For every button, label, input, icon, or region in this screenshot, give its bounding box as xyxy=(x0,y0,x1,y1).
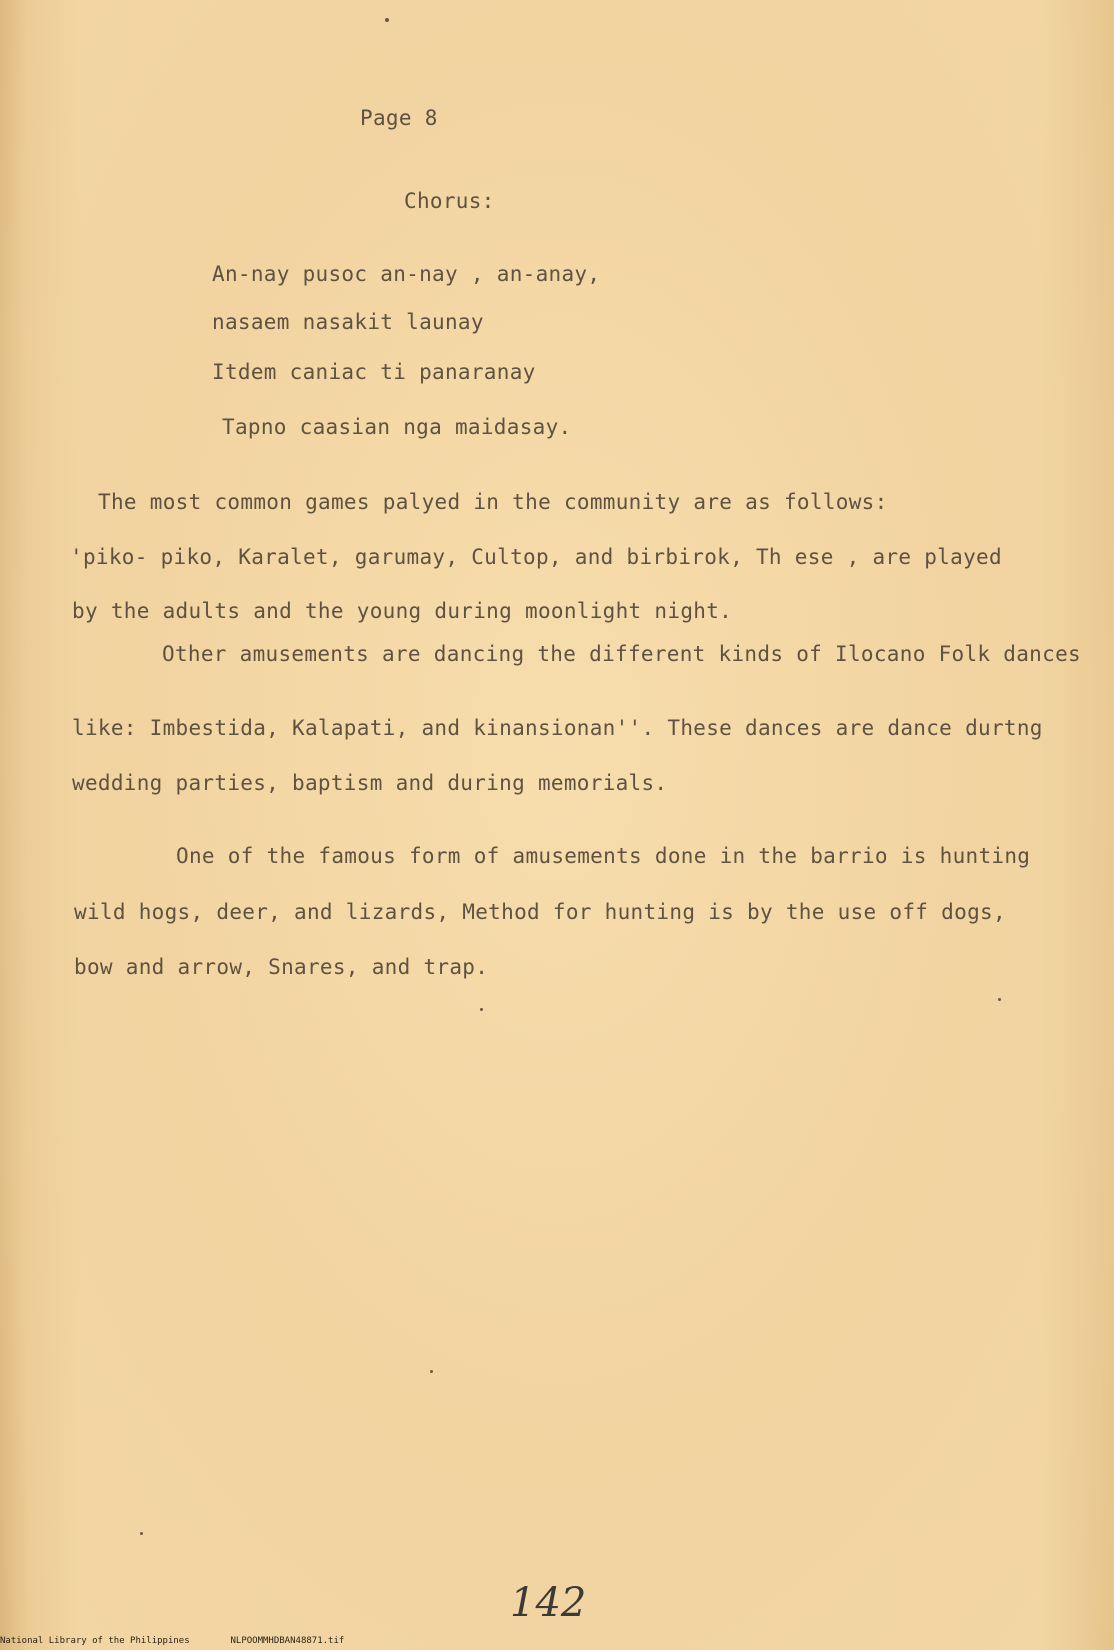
body-line: Other amusements are dancing the different kinds of Ilocano Folk dances xyxy=(162,642,1081,666)
page-header: Page 8 xyxy=(360,106,438,130)
verse-line: Tapno caasian nga maidasay. xyxy=(222,415,572,439)
body-line: wedding parties, baptism and during memorials. xyxy=(72,771,668,795)
verse-line: nasaem nasakit launay xyxy=(212,310,484,334)
paper-speck xyxy=(480,1008,483,1011)
footer-filename: NLPOOMMHDBAN48871.tif xyxy=(230,1636,345,1646)
archive-footer xyxy=(0,1636,344,1646)
paper-speck xyxy=(430,1370,433,1373)
body-line: One of the famous form of amusements done in the barrio is hunting xyxy=(176,844,1031,868)
body-line: bow and arrow, Snares, and trap. xyxy=(74,955,489,979)
verse-line: An-nay pusoc an-nay , an-anay, xyxy=(212,262,601,286)
body-line: The most common games palyed in the community are as follows: xyxy=(98,490,888,514)
paper-speck xyxy=(998,998,1001,1001)
body-line: 'piko- piko, Karalet, garumay, Cultop, and birbirok, Th ese , are played xyxy=(70,545,1002,569)
footer-source: National Library of the Philippines xyxy=(0,1636,190,1646)
body-line: wild hogs, deer, and lizards, Method for hunting is by the use off dogs, xyxy=(74,900,1006,924)
body-line: by the adults and the young during moonlight night. xyxy=(72,599,733,623)
paper-speck xyxy=(140,1532,143,1535)
chorus-heading: Chorus: xyxy=(404,189,495,213)
handwritten-page-number: 142 xyxy=(510,1580,587,1626)
paper-speck xyxy=(385,18,389,22)
body-line: like: Imbestida, Kalapati, and kinansionan''. These dances are dance durtng xyxy=(72,716,1043,740)
verse-line: Itdem caniac ti panaranay xyxy=(212,360,536,384)
